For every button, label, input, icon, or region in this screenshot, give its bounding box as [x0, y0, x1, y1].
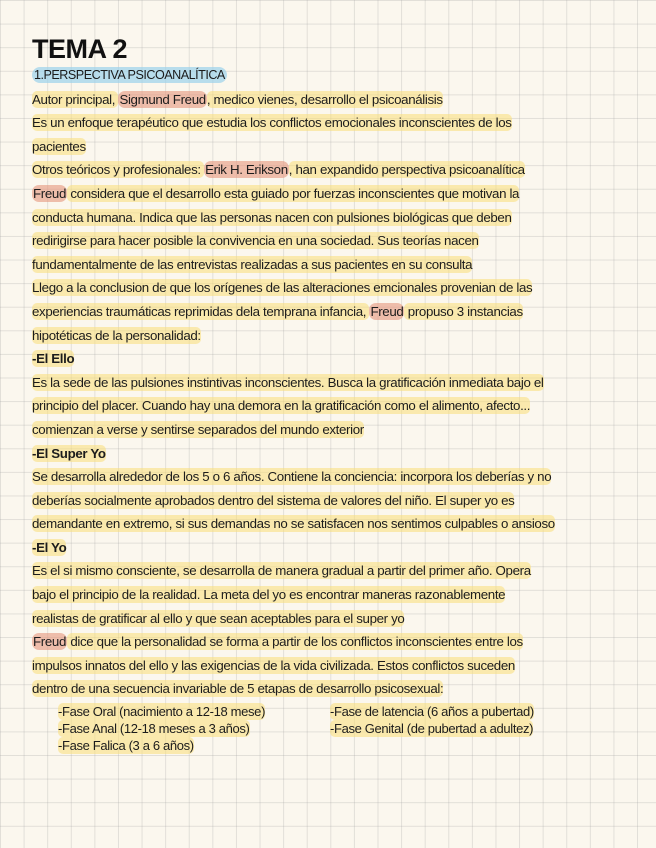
- freud-line-4: fundamentalmente de las entrevistas realizadas a sus pacientes en su consulta: [32, 256, 473, 272]
- stages-column-2: [330, 703, 534, 754]
- list-item: -Fase de latencia (6 años a pubertad): [330, 704, 534, 720]
- final-line-2: impulsos innatos del ello y las exigencias de la vida civilizada. Estos conflictos suceden: [32, 657, 515, 673]
- freud-line-1: Freud considera que el desarrollo esta guiado por fuerzas inconscientes que motivan la: [33, 185, 520, 201]
- yo-line-1: Es el si mismo consciente, se desarrolla de manera gradual a partir del primer año. Opera: [32, 563, 531, 579]
- ello-line-3: comienzan a verse y sentirse separados del mundo exterior: [32, 421, 364, 437]
- llego-line-2: experiencias traumáticas reprimidas dela temprana infancia, Freud propuso 3 instancias: [32, 303, 523, 319]
- subtitle-highlight: 1.PERSPECTIVA PSICOANALÍTICA: [34, 68, 225, 82]
- enfoque-line-2: pacientes: [32, 138, 86, 154]
- superyo-line-2: deberías socialmente aprobados dentro del sistema de valores del niño. El super yo es: [32, 492, 515, 508]
- superyo-line-3: demandante en extremo, si sus demandas no se satisfacen nos sentimos culpables o ansioso: [32, 516, 555, 532]
- notes-page: [32, 34, 632, 754]
- superyo-heading: -El Super Yo: [32, 445, 106, 461]
- freud-line-3: redirigirse para hacer posible la convivencia en una sociedad. Sus teorías nacen: [32, 233, 479, 249]
- stages-list: [58, 703, 632, 754]
- superyo-line-1: Se desarrolla alrededor de los 5 o 6 años. Contiene la conciencia: incorpora los deberías y no: [32, 469, 552, 485]
- final-line-1: Freud dice que la personalidad se forma a partir de los conflictos inconscientes entre los: [33, 634, 523, 650]
- enfoque-line-1: Es un enfoque terapéutico que estudia los conflictos emocionales inconscientes de los: [32, 115, 512, 131]
- list-item: -Fase Oral (nacimiento a 12-18 mese): [58, 704, 266, 720]
- freud-name: Freud: [370, 303, 404, 319]
- yo-line-2: bajo el principio de la realidad. La meta del yo es encontrar maneras razonablemente: [32, 587, 506, 603]
- ello-line-2: principio del placer. Cuando hay una demora en la gratificación como el alimento, afecto...: [32, 398, 531, 414]
- section-subtitle: [32, 64, 632, 88]
- yo-heading: -El Yo: [32, 539, 67, 555]
- list-item: -Fase Genital (de pubertad a adultez): [330, 721, 534, 737]
- freud-name: Freud: [33, 185, 66, 201]
- stages-column-1: [58, 703, 330, 754]
- otros-line: Otros teóricos y profesionales: Erik H. Erikson, han expandido perspectiva psicoanalítica: [32, 162, 525, 178]
- author-line: Autor principal, Sigmund Freud, medico vienes, desarrollo el psicoanálisis: [32, 91, 443, 107]
- llego-line-1: Llego a la conclusion de que los orígenes de las alteraciones emcionales provenian de las: [32, 280, 533, 296]
- llego-line-3: hipotéticas de la personalidad:: [32, 327, 201, 343]
- ello-line-1: Es la sede de las pulsiones instintivas inconscientes. Busca la gratificación inmediata bajo el: [32, 374, 544, 390]
- yo-line-3: realistas de gratificar al ello y que sean aceptables para el super yo: [32, 610, 405, 626]
- freud-line-2: conducta humana. Indica que las personas nacen con pulsiones biológicas que deben: [32, 209, 512, 225]
- freud-name: Freud: [33, 634, 66, 650]
- freud-name: Sigmund Freud: [119, 91, 206, 107]
- erikson-name: Erik H. Erikson: [205, 162, 288, 178]
- list-item: -Fase Anal (12-18 meses a 3 años): [58, 721, 250, 737]
- ello-heading: -El Ello: [32, 351, 75, 367]
- page-title: TEMA 2: [32, 34, 128, 64]
- final-line-3: dentro de una secuencia invariable de 5 etapas de desarrollo psicosexual:: [32, 681, 444, 697]
- list-item: -Fase Falica (3 a 6 años): [58, 738, 194, 754]
